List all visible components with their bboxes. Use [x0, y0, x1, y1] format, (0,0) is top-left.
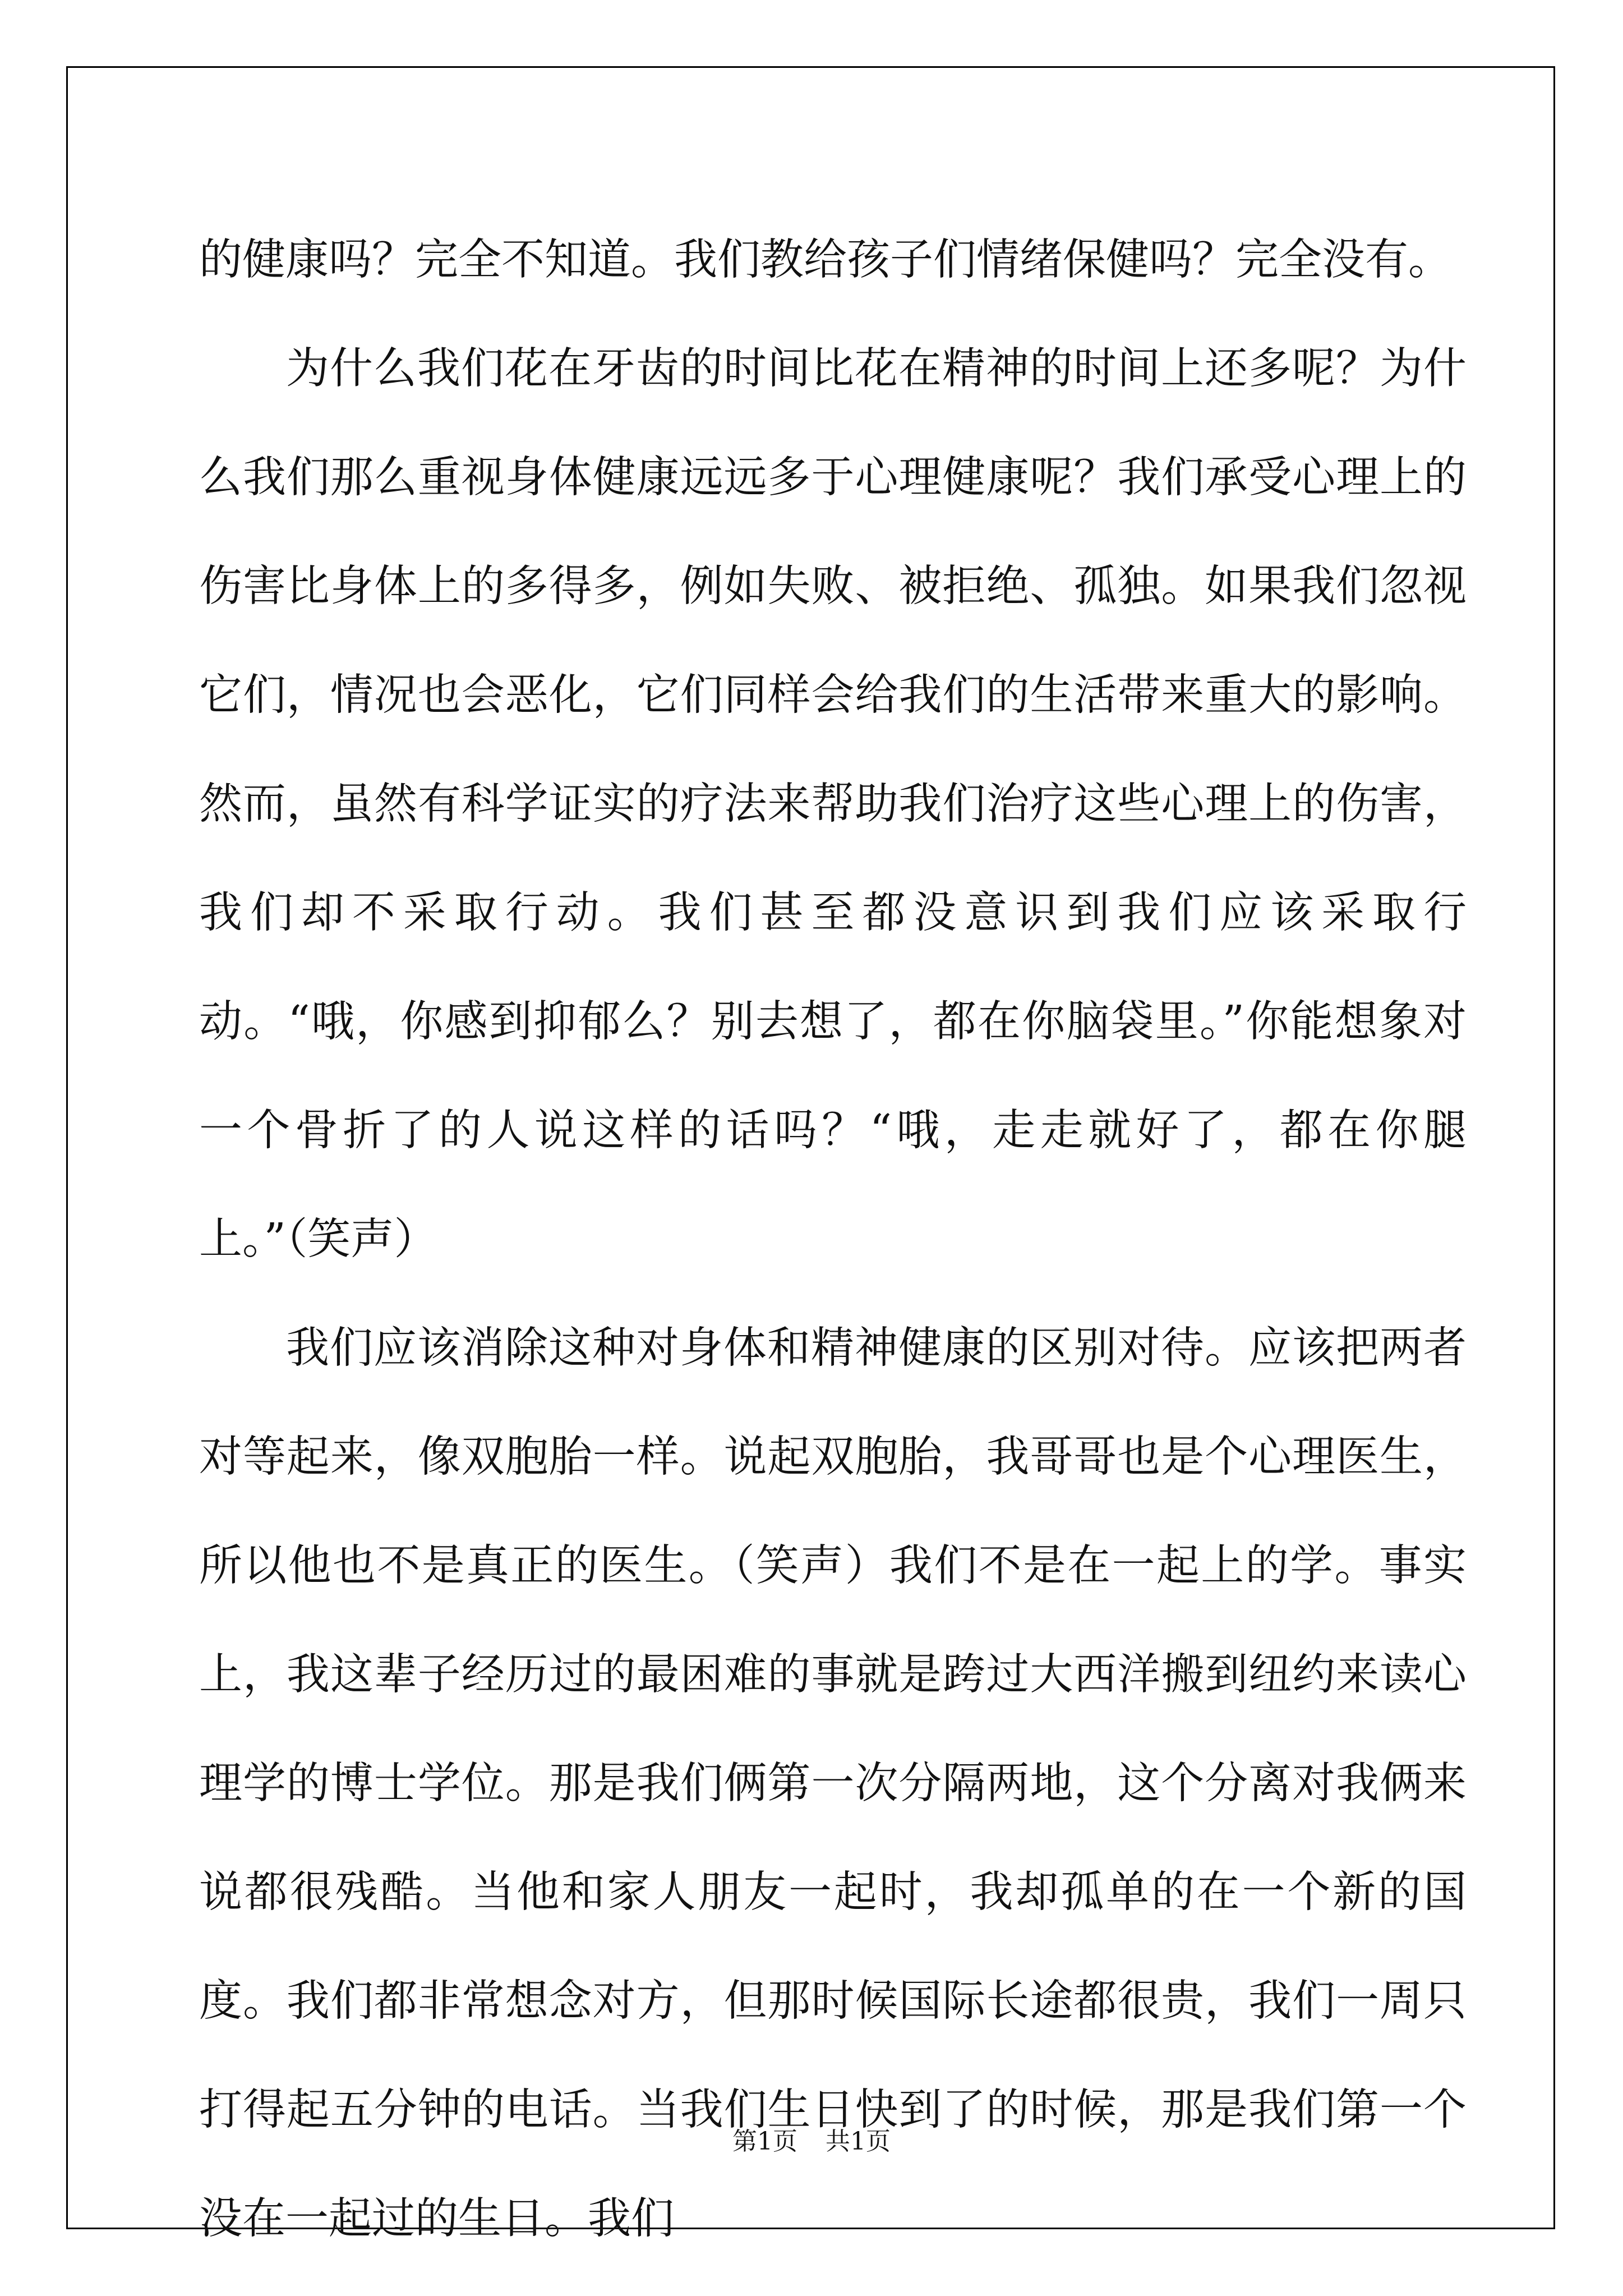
paragraph-1: 的健康吗？完全不知道。我们教给孩子们情绪保健吗？完全没有。: [199, 235, 1451, 285]
paragraph-3: 我们应该消除这种对身体和精神健康的区别对待。应该把两者对等起来，像双胞胎一样。说起双胞胎，我哥哥也是个心理医生，所以他也不是真正的医生。（笑声）我们不是在一起上的学。事实上，我这辈子经历过的最困难的事就是跨过大西洋搬到纽约来读心理学的博士学位。那是我们俩第一次分隔两地，这个分离对我俩来说都很残酷。当他和家人朋友一起时，我却孤单的在一个新的国度。我们都非常想念对方，但那时候国际长途都很贵，我们一周只打得起五分钟的电话。当我们生日快到了的时候，那是我们第一个没在一起过的生日。我们: [199, 1323, 1467, 2244]
paragraph-2: 为什么我们花在牙齿的时间比花在精神的时间上还多呢？为什么我们那么重视身体健康远远多于心理健康呢？我们承受心理上的伤害比身体上的多得多，例如失败、被拒绝、孤独。如果我们忽视它们，情况也会恶化，它们同样会给我们的生活带来重大的影响。然而，虽然有科学证实的疗法来帮助我们治疗这些心理上的伤害，我们却不采取行动。我们甚至都没意识到我们应该采取行动。“哦，你感到抑郁么？别去想了，都在你脑袋里。”你能想象对一个骨折了的人说这样的话吗？“哦，走走就好了，都在你腿上。”（笑声）: [199, 344, 1467, 1264]
page-total: 共1页: [826, 2127, 891, 2156]
page-footer: [0, 2125, 1623, 2159]
document-body: [199, 206, 1467, 2274]
page-number: 第1页: [732, 2127, 797, 2156]
